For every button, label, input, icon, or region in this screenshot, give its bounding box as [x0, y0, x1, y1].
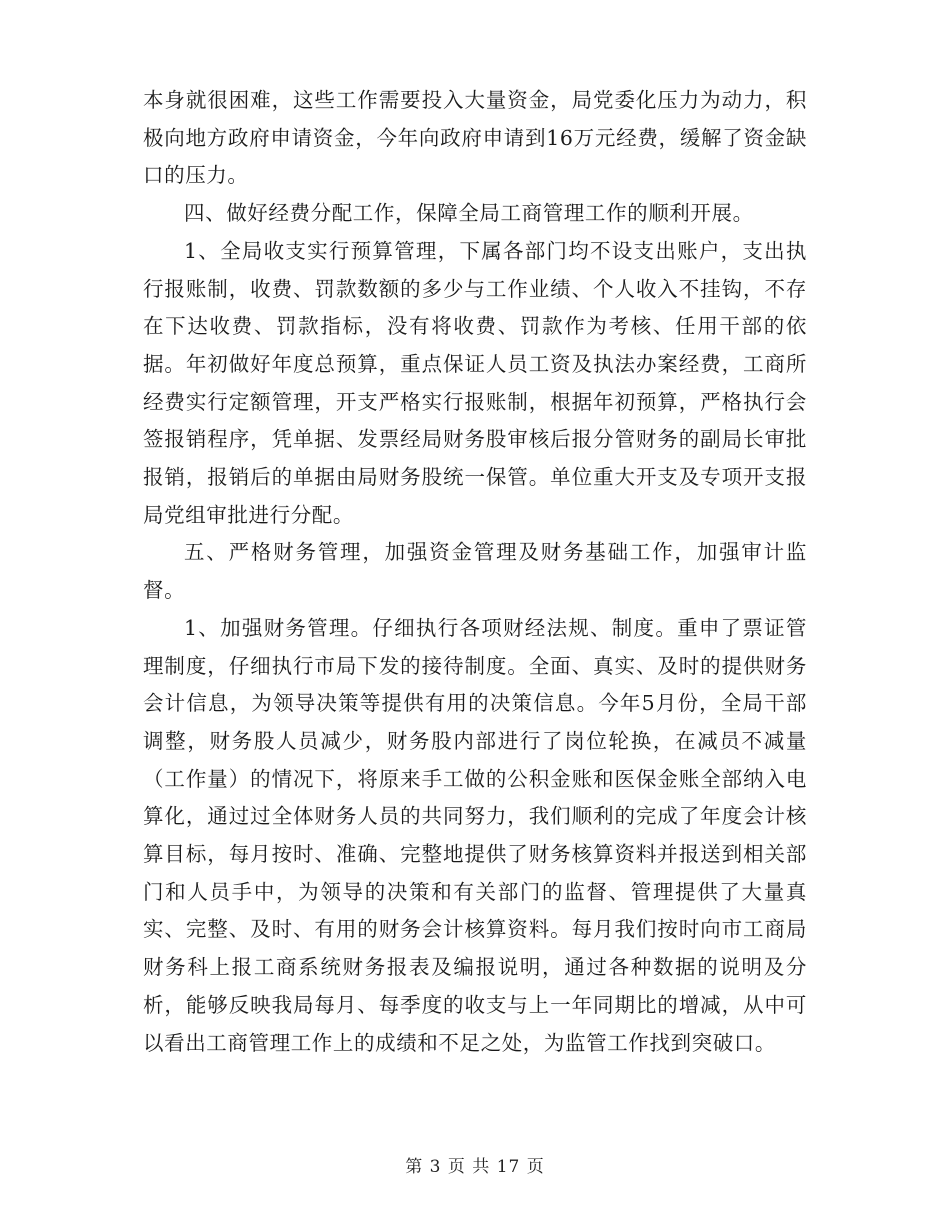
paragraph: 1、全局收支实行预算管理，下属各部门均不设支出账户，支出执行报账制，收费、罚款数额的多少与工作业绩、个人收入不挂钩，不存在下达收费、罚款指标，没有将收费、罚款作为考核、任用干部的依据。年初做好年度总预算，重点保证人员工资及执法办案经费，工商所经费实行定额管理，开支严格实行报账制，根据年初预算，严格执行会签报销程序，凭单据、发票经局财务股审核后报分管财务的副局长审批报销，报销后的单据由局财务股统一保管。单位重大开支及专项开支报局党组审批进行分配。 [143, 238, 807, 527]
paragraph: 1、加强财务管理。仔细执行各项财经法规、制度。重申了票证管理制度，仔细执行市局下发的接待制度。全面、真实、及时的提供财务会计信息，为领导决策等提供有用的决策信息。今年5月份，全局干部调整，财务股人员减少，财务股内部进行了岗位轮换，在减员不减量（工作量）的情况下，将原来手工做的公积金账和医保金账全部纳入电算化，通过过全体财务人员的共同努力，我们顺利的完成了年度会计核算目标，每月按时、准确、完整地提供了财务核算资料并报送到相关部门和人员手中，为领导的决策和有关部门的监督、管理提供了大量真实、完整、及时、有用的财务会计核算资料。每月我们按时向市工商局财务科上报工商系统财务报表及编报说明，通过各种数据的说明及分析，能够反映我局每月、每季度的收支与上一年同期比的增减，从中可以看出工商管理工作上的成绩和不足之处，为监管工作找到突破口。 [143, 615, 807, 1055]
page-number: 第 3 页 共 17 页 [405, 1157, 545, 1177]
paragraph: 本身就很困难，这些工作需要投入大量资金，局党委化压力为动力，积极向地方政府申请资金，今年向政府申请到16万元经费，缓解了资金缺口的压力。 [143, 88, 807, 188]
section-heading: 四、做好经费分配工作，保障全局工商管理工作的顺利开展。 [184, 201, 754, 226]
document-body [143, 82, 807, 1062]
section-heading: 五、严格财务管理，加强资金管理及财务基础工作，加强审计监督。 [143, 540, 807, 603]
